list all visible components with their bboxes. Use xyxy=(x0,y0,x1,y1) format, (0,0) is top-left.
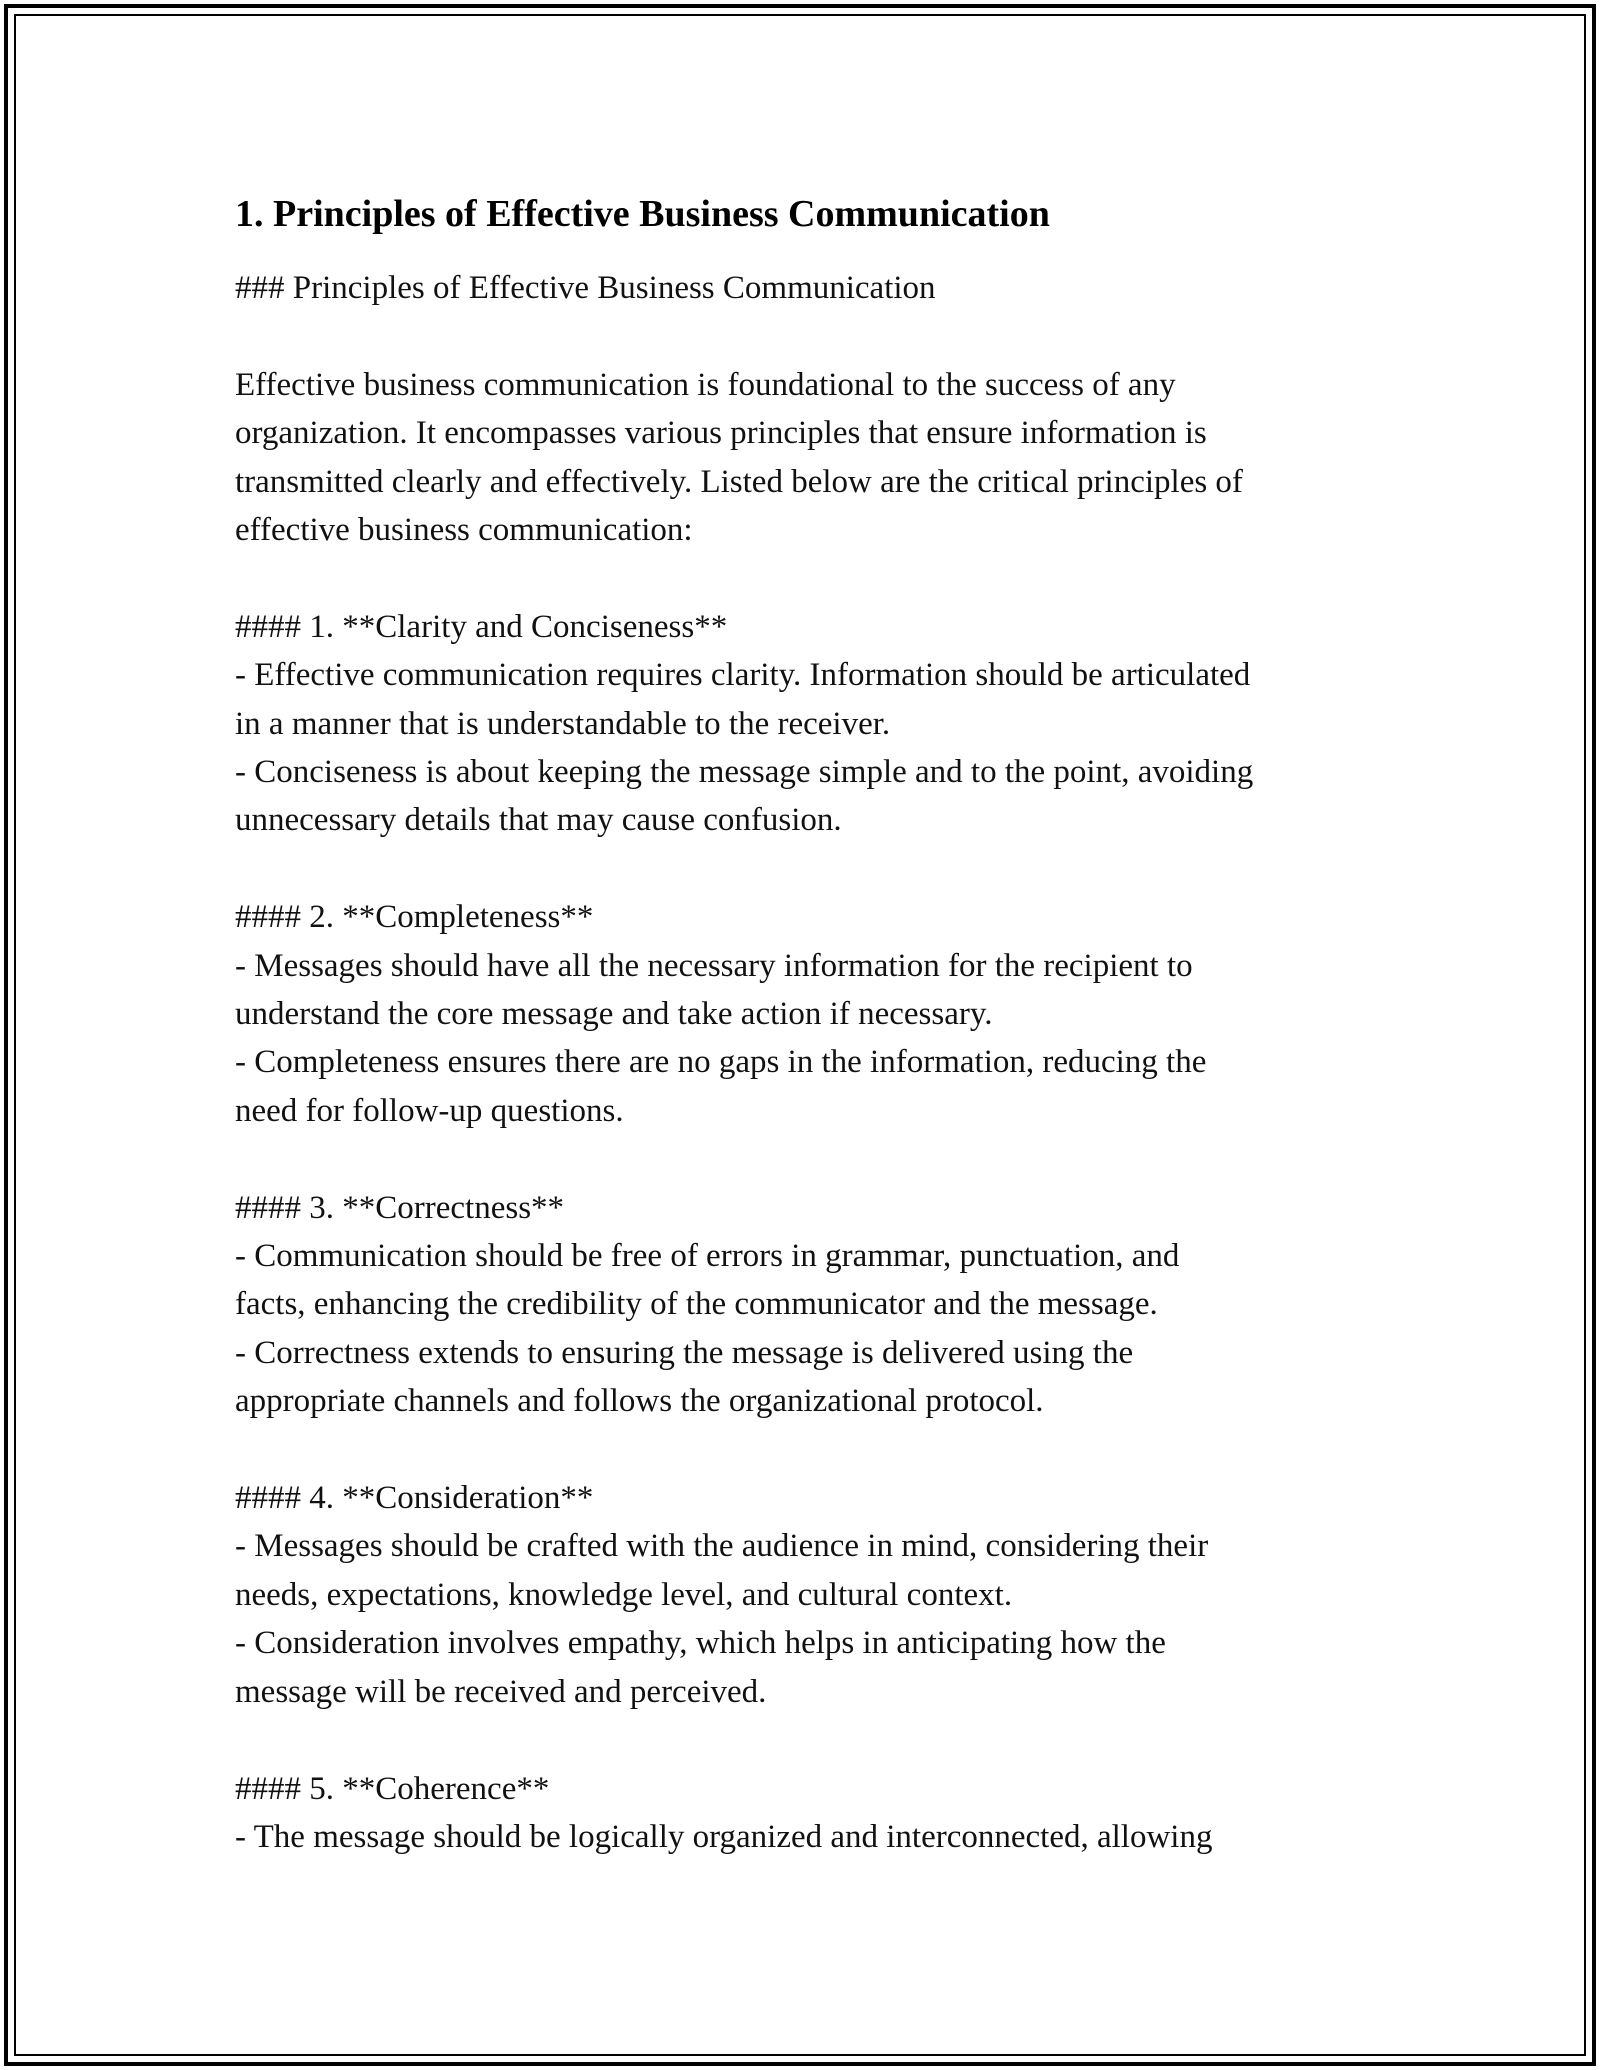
section-heading-coherence: #### 5. **Coherence** xyxy=(235,1770,550,1807)
document-title: 1. Principles of Effective Business Communication xyxy=(235,193,1050,235)
section-line: unnecessary details that may cause confusion. xyxy=(235,802,842,839)
section-heading-consideration: #### 4. **Consideration** xyxy=(235,1480,594,1517)
document-body xyxy=(235,188,1395,1861)
section-heading-clarity: #### 1. **Clarity and Conciseness** xyxy=(235,608,728,645)
section-line: - Messages should have all the necessary information for the recipient to xyxy=(235,947,1193,984)
intro-line: transmitted clearly and effectively. Listed below are the critical principles of xyxy=(235,463,1243,500)
section-line: message will be received and perceived. xyxy=(235,1673,767,1710)
section-line: in a manner that is understandable to the receiver. xyxy=(235,705,891,742)
spacer xyxy=(235,845,1395,893)
subheading: ### Principles of Effective Business Communication xyxy=(235,270,936,306)
section-line: - Completeness ensures there are no gaps in the information, reducing the xyxy=(235,1044,1207,1081)
section-line: - Conciseness is about keeping the message simple and to the point, avoiding xyxy=(235,754,1254,791)
section-line: - Consideration involves empathy, which helps in anticipating how the xyxy=(235,1625,1166,1662)
section-line: - Communication should be free of errors in grammar, punctuation, and xyxy=(235,1238,1180,1275)
section-line: appropriate channels and follows the organizational protocol. xyxy=(235,1383,1044,1420)
spacer xyxy=(235,554,1395,602)
section-line: understand the core message and take action if necessary. xyxy=(235,996,993,1033)
section-heading-completeness: #### 2. **Completeness** xyxy=(235,899,594,936)
section-line: - Correctness extends to ensuring the message is delivered using the xyxy=(235,1334,1134,1371)
spacer xyxy=(235,1135,1395,1183)
spacer xyxy=(235,1426,1395,1474)
section-line: - Messages should be crafted with the audience in mind, considering their xyxy=(235,1528,1209,1565)
intro-line: effective business communication: xyxy=(235,512,693,549)
spacer xyxy=(235,1716,1395,1764)
spacer xyxy=(235,312,1395,360)
section-line: facts, enhancing the credibility of the communicator and the message. xyxy=(235,1286,1158,1323)
section-heading-correctness: #### 3. **Correctness** xyxy=(235,1189,565,1226)
section-line: needs, expectations, knowledge level, and cultural context. xyxy=(235,1576,1013,1613)
section-line: - Effective communication requires clarity. Information should be articulated xyxy=(235,657,1251,694)
section-line: need for follow-up questions. xyxy=(235,1092,624,1129)
section-line: - The message should be logically organized and interconnected, allowing xyxy=(235,1818,1213,1855)
intro-line: organization. It encompasses various principles that ensure information is xyxy=(235,415,1207,452)
intro-line: Effective business communication is foundational to the success of any xyxy=(235,366,1176,403)
